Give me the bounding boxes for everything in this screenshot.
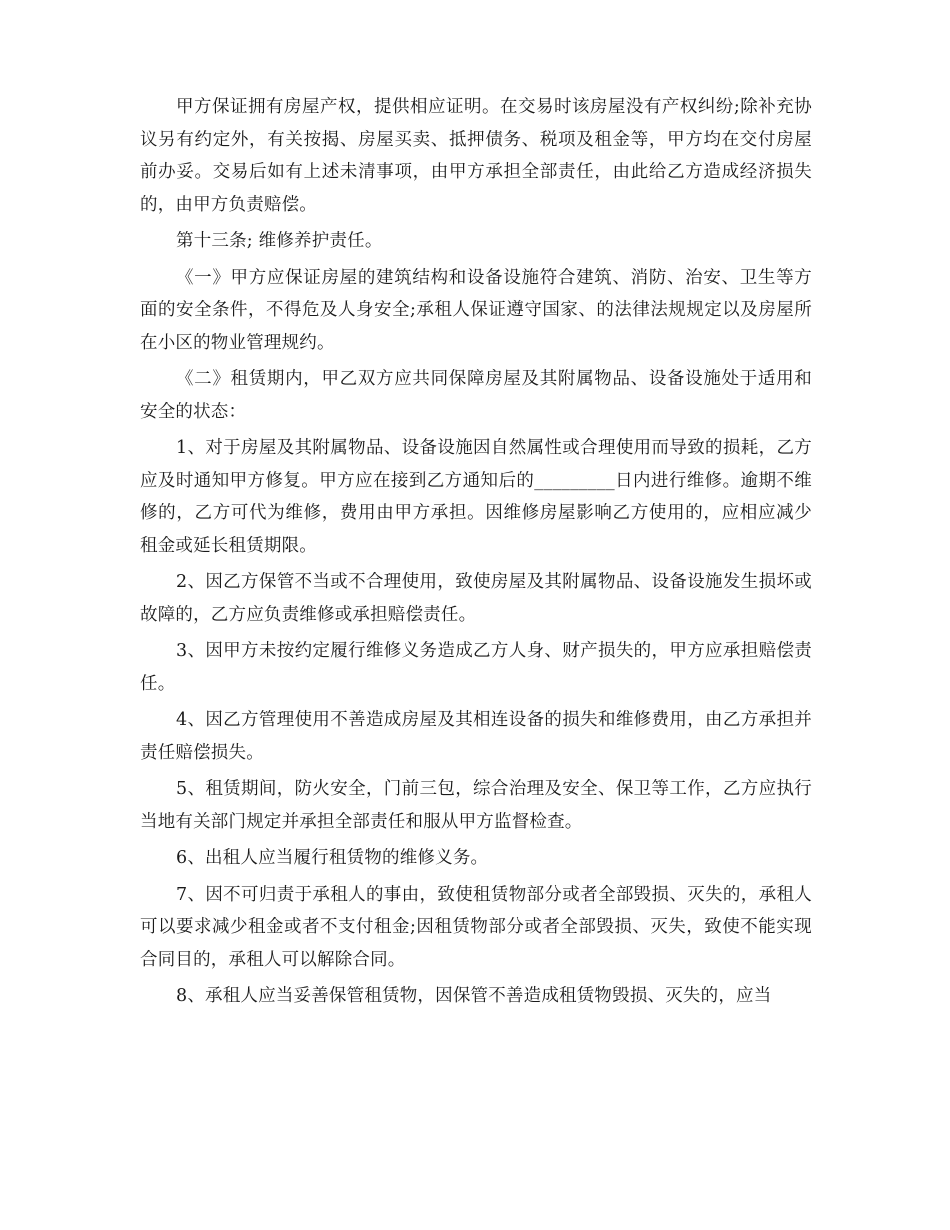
document-body: [140, 91, 812, 1017]
list-item-2: 2、因乙方保管不当或不合理使用，致使房屋及其附属物品、设备设施发生损坏或故障的，乙方应负责维修或承担赔偿责任。: [140, 572, 812, 625]
paragraph-clause-1: 《一》甲方应保证房屋的建筑结构和设备设施符合建筑、消防、治安、卫生等方面的安全条件，不得危及人身安全;承租人保证遵守国家、的法律法规规定以及房屋所在小区的物业管理规约。: [140, 267, 812, 353]
paragraph-property-guarantee: 甲方保证拥有房屋产权，提供相应证明。在交易时该房屋没有产权纠纷;除补充协议另有约定外，有关按揭、房屋买卖、抵押债务、税项及租金等，甲方均在交付房屋前办妥。交易后如有上述未清事项，由甲方承担全部责任，由此给乙方造成经济损失的，由甲方负责赔偿。: [140, 97, 812, 215]
article-13-heading: 第十三条; 维修养护责任。: [176, 231, 383, 251]
list-item-6: 6、出租人应当履行租赁物的维修义务。: [176, 848, 489, 868]
list-item-1: 1、对于房屋及其附属物品、设备设施因自然属性或合理使用而导致的损耗，乙方应及时通知甲方修复。甲方应在接到乙方通知后的_________日内进行维修。逾期不维修的，乙方可代为维修，费用由甲方承担。因维修房屋影响乙方使用的，应相应减少租金或延长租赁期限。: [140, 438, 812, 556]
list-item-4: 4、因乙方管理使用不善造成房屋及其相连设备的损失和维修费用，由乙方承担并责任赔偿损失。: [140, 710, 812, 763]
list-item-8: 8、承租人应当妥善保管租赁物，因保管不善造成租赁物毁损、灭失的，应当: [176, 986, 772, 1006]
paragraph-clause-2: 《二》租赁期内，甲乙双方应共同保障房屋及其附属物品、设备设施处于适用和安全的状态：: [140, 369, 812, 422]
list-item-3: 3、因甲方未按约定履行维修义务造成乙方人身、财产损失的，甲方应承担赔偿责任。: [140, 641, 812, 694]
list-item-5: 5、租赁期间，防火安全，门前三包，综合治理及安全、保卫等工作，乙方应执行当地有关部门规定并承担全部责任和服从甲方监督检查。: [140, 779, 812, 832]
list-item-7: 7、因不可归责于承租人的事由，致使租赁物部分或者全部毁损、灭失的，承租人可以要求减少租金或者不支付租金;因租赁物部分或者全部毁损、灭失，致使不能实现合同目的，承租人可以解除合同。: [140, 884, 812, 970]
